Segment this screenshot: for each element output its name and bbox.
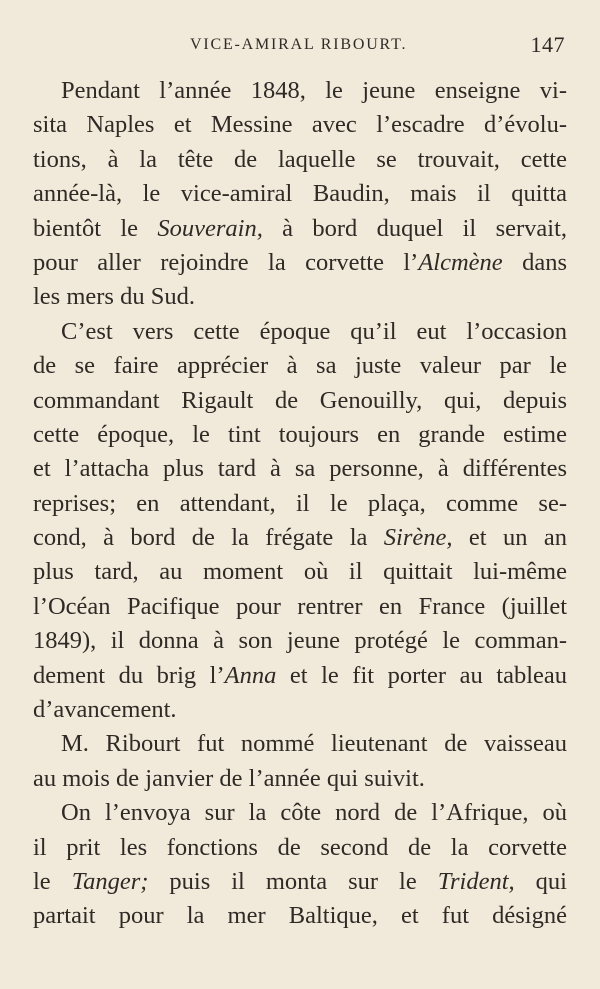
text-line [33, 177, 567, 211]
text-segment: au mois de janvier de l’année qui suivit. [33, 764, 425, 792]
text-line [33, 108, 567, 142]
text-line [33, 418, 567, 452]
italic-text-segment: Souverain, [157, 214, 263, 242]
running-head [33, 30, 567, 60]
text-line [33, 865, 567, 899]
italic-text-segment: Alcmène [418, 248, 503, 276]
text-line [33, 796, 567, 830]
text-segment: l’Océan Pacifique pour rentrer en France (juillet [33, 592, 567, 620]
text-segment: et le fit porter au tableau [276, 661, 567, 689]
text-segment: partait pour la mer Baltique, et fut désigné [33, 902, 567, 930]
text-segment: sita Naples et Messine avec l’escadre d’évolu- [33, 111, 567, 139]
text-line [33, 143, 567, 177]
text-line [33, 590, 567, 624]
text-segment: et un an [452, 524, 567, 552]
text-line [33, 624, 567, 658]
text-segment: cette époque, le tint toujours en grande estime [33, 420, 567, 448]
paragraph [33, 315, 567, 728]
text-segment: à bord duquel il servait, [262, 214, 567, 242]
text-line [33, 659, 567, 693]
italic-text-segment: Sirène, [383, 524, 453, 552]
text-segment: année-là, le vice-amiral Baudin, mais il quitta [33, 180, 567, 208]
text-segment: de se faire apprécier à sa juste valeur par le [33, 352, 567, 380]
text-line [33, 487, 567, 521]
body-text [33, 74, 567, 934]
text-segment: commandant Rigault de Genouilly, qui, depuis [33, 386, 567, 414]
text-line [33, 762, 567, 796]
text-segment: dans [502, 248, 567, 276]
text-segment: dement du brig l’ [33, 661, 225, 689]
text-segment: d’avancement. [33, 696, 177, 724]
text-segment: les mers du Sud. [33, 283, 195, 311]
text-segment: et l’attacha plus tard à sa personne, à différentes [33, 455, 567, 483]
text-line [33, 521, 567, 555]
text-segment: bientôt le [33, 214, 158, 242]
text-segment: 1849), il donna à son jeune protégé le comman- [33, 627, 567, 655]
text-line [33, 384, 567, 418]
text-segment: C’est vers cette époque qu’il eut l’occasion [61, 317, 567, 345]
text-line [33, 831, 567, 865]
text-segment: plus tard, au moment où il quittait lui-même [33, 558, 567, 586]
text-segment: reprises; en attendant, il le plaça, comme se- [33, 489, 567, 517]
paragraph [33, 796, 567, 934]
text-segment: On l’envoya sur la côte nord de l’Afrique, où [61, 799, 567, 827]
text-line [33, 899, 567, 933]
text-segment: le [33, 867, 72, 895]
text-line [33, 246, 567, 280]
text-segment: pour aller rejoindre la corvette l’ [33, 248, 419, 276]
text-line [33, 693, 567, 727]
text-line [33, 452, 567, 486]
text-segment: puis il monta sur le [148, 867, 438, 895]
text-segment: tions, à la tête de laquelle se trouvait, cette [33, 145, 567, 173]
paragraph [33, 727, 567, 796]
paragraph [33, 74, 567, 315]
text-segment: il prit les fonctions de second de la corvette [33, 833, 567, 861]
italic-text-segment: Anna [224, 661, 277, 689]
text-line [33, 280, 567, 314]
text-line [33, 74, 567, 108]
text-segment: M. Ribourt fut nommé lieutenant de vaisseau [61, 730, 567, 758]
text-segment: qui [514, 867, 567, 895]
text-line [33, 315, 567, 349]
text-segment: cond, à bord de la frégate la [33, 524, 384, 552]
text-line [33, 555, 567, 589]
text-line [33, 212, 567, 246]
italic-text-segment: Trident, [437, 867, 515, 895]
running-title: VICE-AMIRAL RIBOURT. [190, 36, 408, 53]
text-line [33, 349, 567, 383]
text-segment: Pendant l’année 1848, le jeune enseigne vi- [61, 77, 567, 104]
italic-text-segment: Tanger; [71, 867, 149, 895]
page-number: 147 [530, 32, 565, 57]
text-line [33, 727, 567, 761]
